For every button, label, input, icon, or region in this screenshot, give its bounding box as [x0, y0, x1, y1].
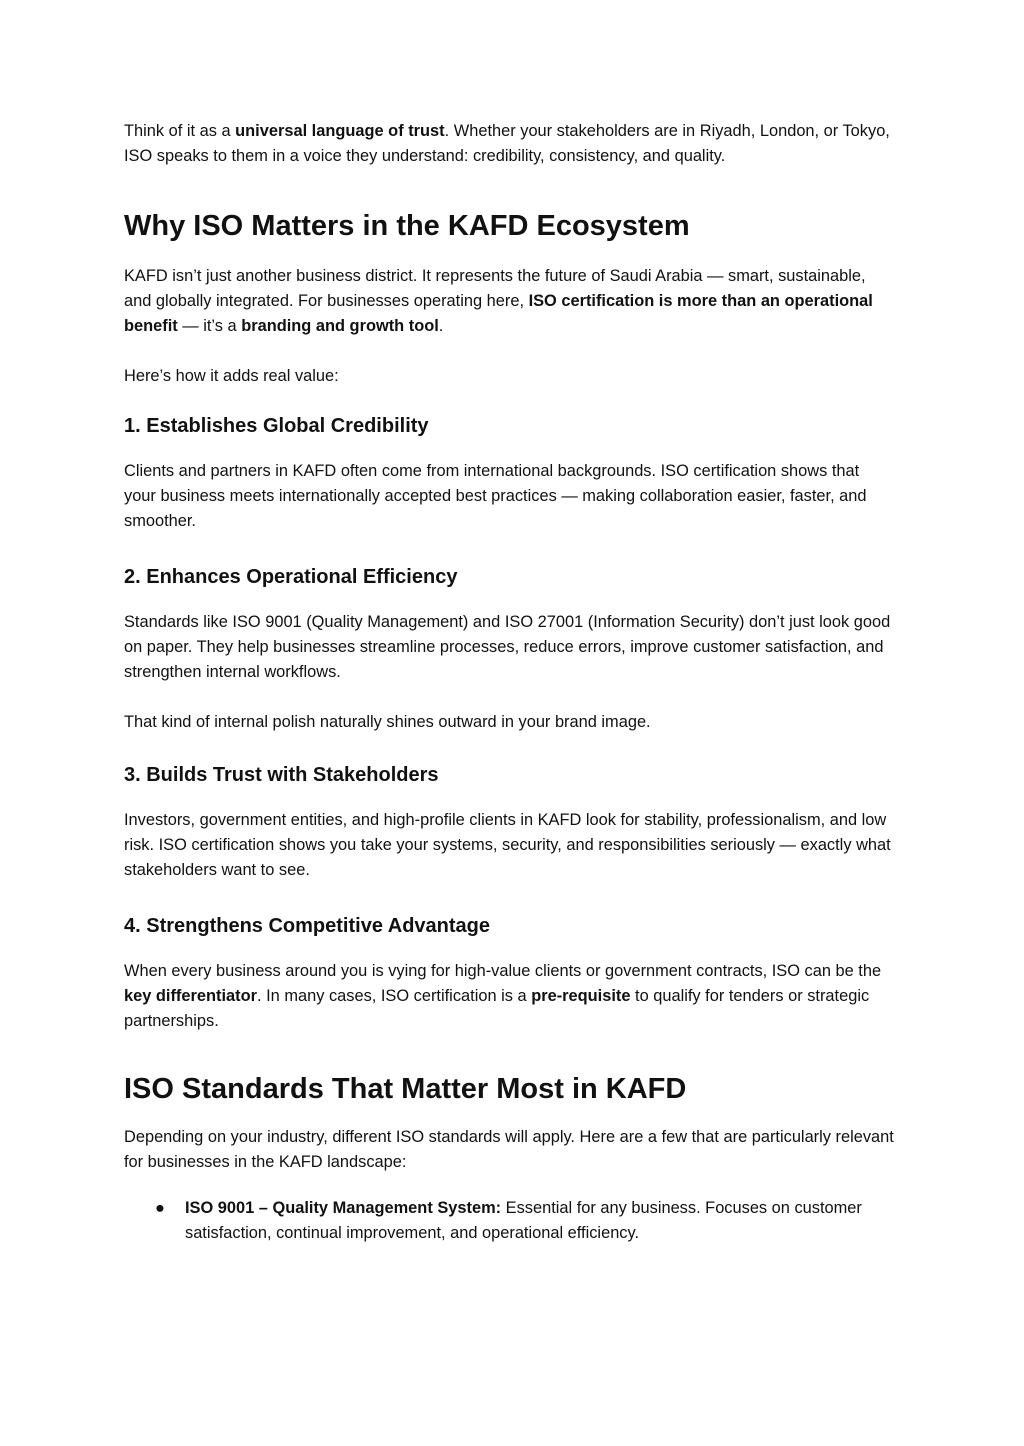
point-text-3: Investors, government entities, and high-profile clients in KAFD look for stability, professionalism, and low risk. ISO certification shows you take your systems, security, and responsibilities seriously — exactly what stakeholders want to see. — [124, 811, 891, 879]
point-text-4 — [124, 959, 894, 1034]
point-text-2: Standards like ISO 9001 (Quality Management) and ISO 27001 (Information Security) don’t just look good on paper. They help businesses streamline processes, reduce errors, improve customer satisfaction, and strengthen internal workflows. — [124, 613, 891, 681]
document-page — [124, 119, 894, 1246]
kafd-text-end: . — [438, 317, 444, 335]
point-heading-2: 2. Enhances Operational Efficiency — [124, 566, 458, 588]
point4-emphasis-1: key differentiator — [124, 987, 257, 1005]
kafd-text-mid: — it’s a — [177, 317, 242, 335]
kafd-paragraph — [124, 264, 894, 339]
bullet-icon: ● — [155, 1199, 165, 1217]
point4-text-mid: . In many cases, ISO certification is a — [256, 987, 532, 1005]
section-heading-why-iso: Why ISO Matters in the KAFD Ecosystem — [124, 210, 690, 242]
intro-text: Think of it as a — [124, 122, 236, 140]
point4-emphasis-2: pre-requisite — [531, 987, 631, 1005]
value-intro-paragraph: Here’s how it adds real value: — [124, 367, 339, 385]
intro-text-end: . Whether your stakeholders are in Riyadh, London, or Tokyo, ISO speaks to them in a voice they understand: credibility, consistency, and quality. — [124, 122, 890, 165]
point4-text-end: to qualify for tenders or strategic partnerships. — [124, 987, 870, 1030]
list-item — [124, 1196, 894, 1246]
kafd-text: KAFD isn’t just another business district. It represents the future of Saudi Arabia — smart, sustainable, and globally integrated. For businesses operating here, — [124, 267, 866, 310]
section-heading-iso-standards: ISO Standards That Matter Most in KAFD — [124, 1073, 687, 1105]
kafd-emphasis-2: branding and growth tool — [241, 317, 439, 335]
intro-emphasis: universal language of trust — [235, 122, 445, 140]
standards-list — [124, 1196, 894, 1246]
standard-description: Essential for any business. Focuses on customer satisfaction, continual improvement, and operational efficiency. — [185, 1199, 862, 1242]
standards-intro-paragraph: Depending on your industry, different ISO standards will apply. Here are a few that are particularly relevant for businesses in the KAFD landscape: — [124, 1128, 894, 1171]
point-heading-4: 4. Strengthens Competitive Advantage — [124, 915, 490, 937]
point-text-2b: That kind of internal polish naturally shines outward in your brand image. — [124, 713, 651, 731]
point-heading-3: 3. Builds Trust with Stakeholders — [124, 764, 439, 786]
standard-name: ISO 9001 – Quality Management System: — [185, 1199, 502, 1217]
point4-text: When every business around you is vying for high-value clients or government contracts, ISO can be the — [124, 962, 882, 980]
point-text-1: Clients and partners in KAFD often come from international backgrounds. ISO certification shows that your business meets internationally accepted best practices — making collaboration easier, faster, and smoother. — [124, 462, 867, 530]
point-heading-1: 1. Establishes Global Credibility — [124, 415, 429, 437]
kafd-emphasis-1: ISO certification is more than an operational benefit — [124, 292, 873, 335]
intro-paragraph — [124, 119, 894, 169]
